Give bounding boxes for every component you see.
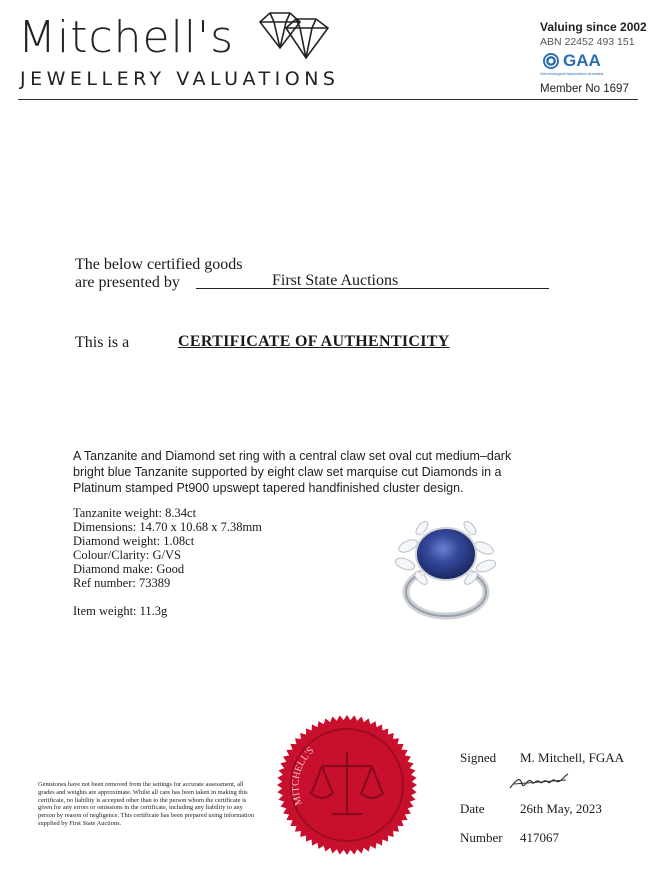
spec-item-weight: Item weight: 11.3g (73, 604, 168, 618)
number-value: 417067 (520, 830, 559, 845)
certificate-title: CERTIFICATE OF AUTHENTICITY (178, 333, 450, 350)
this-is-label: This is a (75, 334, 130, 351)
diamond-logo-icon (256, 10, 332, 62)
gaa-logo-text: GAA (563, 51, 601, 70)
signed-label: Signed (460, 750, 497, 765)
handwritten-signature (506, 770, 576, 794)
ring-photo (388, 512, 500, 622)
spec-ref-number: Ref number: 73389 (73, 576, 171, 590)
spec-diamond-make: Diamond make: Good (73, 562, 185, 576)
abn-number: ABN 22452 493 151 (540, 36, 635, 48)
brand-subtitle: JEWELLERY VALUATIONS (20, 68, 340, 90)
brand-name: Mitchell's (18, 12, 235, 63)
signed-value: M. Mitchell, FGAA (520, 750, 624, 765)
date-label: Date (460, 801, 485, 816)
gaa-logo (542, 51, 601, 71)
disclaimer-text: Gemstones have not been removed from the settings for accurate assessment, all grades and weights are approximate. Whilst all care has been taken in making this certificate, no liability is accepted other than to the person whom the certificate is given for any errors or omissions in the certificate, including any liability to any person by reason of negligence. This certificate has been prepared using information supplied by First State Auctions. (38, 781, 255, 827)
intro-line-1: The below certified goods (75, 256, 243, 273)
intro-line-2: are presented by (75, 274, 180, 291)
spec-diamond-weight: Diamond weight: 1.08ct (73, 534, 195, 548)
gaa-emblem-icon (542, 52, 560, 70)
header-divider (18, 99, 638, 100)
date-value: 26th May, 2023 (520, 801, 602, 816)
presenter-name: First State Auctions (272, 272, 399, 289)
spec-colour-clarity: Colour/Clarity: G/VS (73, 548, 181, 562)
wax-seal (276, 714, 418, 856)
valuing-since: Valuing since 2002 (540, 20, 647, 34)
seal-text: MITCHELL'S (290, 745, 317, 807)
number-label: Number (460, 830, 503, 845)
member-number: Member No 1697 (540, 83, 629, 95)
spec-dimensions: Dimensions: 14.70 x 10.68 x 7.38mm (73, 520, 262, 534)
spec-tanzanite-weight: Tanzanite weight: 8.34ct (73, 506, 197, 520)
item-description: A Tanzanite and Diamond set ring with a central claw set oval cut medium–dark bright blue Tanzanite supported by eight claw set marquise cut Diamonds in a Platinum stamped Pt900 upswept tapered handfinished cluster design. (73, 449, 512, 495)
gaa-subtitle: Gemmological Association Australia (540, 71, 604, 76)
